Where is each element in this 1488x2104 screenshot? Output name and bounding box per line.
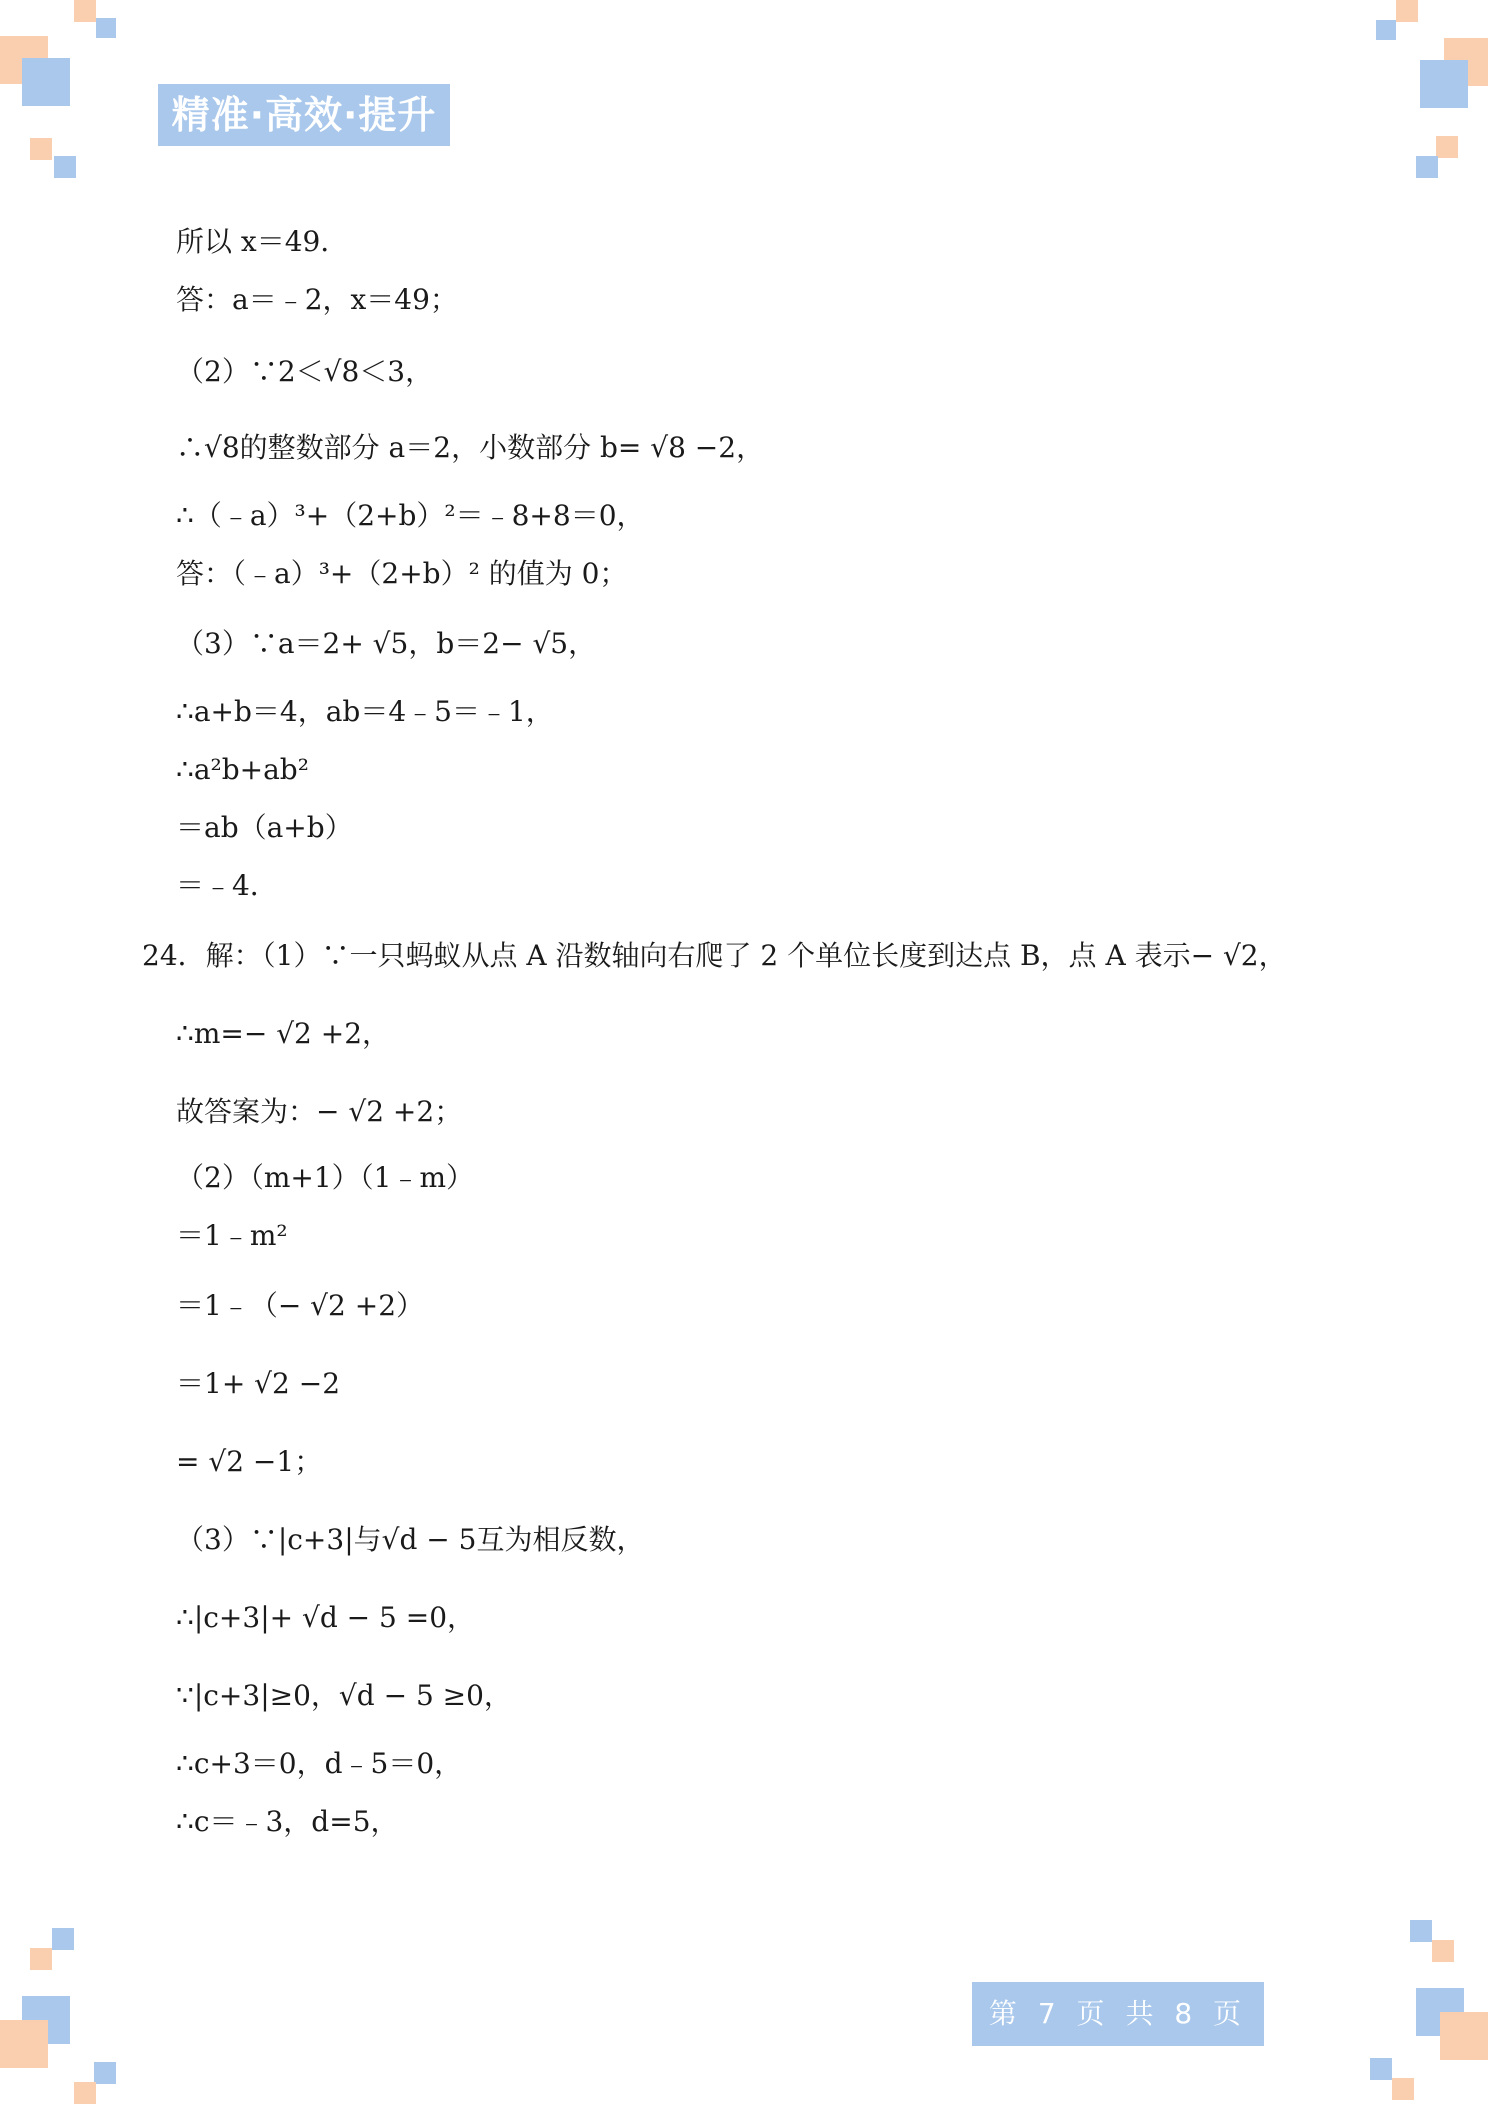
- decor-square: [94, 2062, 116, 2084]
- decor-square: [1396, 0, 1418, 22]
- text-line: （2）∵2＜√8＜3，: [176, 355, 434, 388]
- decor-square: [1370, 2058, 1392, 2080]
- text-line: 所以 x＝49．: [176, 225, 349, 258]
- text-line: （3）∵a＝2+ √5，b＝2− √5，: [176, 627, 597, 660]
- decor-square: [54, 156, 76, 178]
- text-line: 故答案为：− √2 +2；: [176, 1095, 463, 1128]
- text-line: ∴c+3＝0，d﹣5＝0，: [176, 1747, 463, 1780]
- text-line: 答：（﹣a）³+（2+b）² 的值为 0；: [176, 557, 628, 590]
- text-line: ＝1+ √2 −2: [176, 1367, 341, 1400]
- text-line: ＝﹣4．: [176, 869, 278, 902]
- text-line: = √2 −1；: [176, 1445, 323, 1478]
- text-line: （2）（m+1）（1﹣m）: [176, 1161, 475, 1194]
- text-line: ∴m=− √2 +2，: [176, 1017, 391, 1050]
- decor-square: [1416, 156, 1438, 178]
- decor-square: [1410, 1920, 1432, 1942]
- decor-square: [74, 2082, 96, 2104]
- decor-square: [74, 0, 96, 22]
- decor-square: [1432, 1940, 1454, 1962]
- brand-banner: 精准·高效·提升: [158, 84, 450, 146]
- decor-square: [22, 58, 70, 106]
- text-line: 答：a＝﹣2，x＝49；: [176, 283, 458, 316]
- text-line: ∴|c+3|+ √d − 5 =0，: [176, 1601, 476, 1634]
- text-line: ∴a+b＝4，ab＝4﹣5＝﹣1，: [176, 695, 554, 728]
- text-line: ∴（﹣a）³+（2+b）²＝﹣8+8＝0，: [176, 499, 645, 532]
- decor-square: [52, 1928, 74, 1950]
- decor-square: [1392, 2078, 1414, 2100]
- text-line: ＝1﹣m²: [176, 1219, 288, 1252]
- text-line: ∵|c+3|≥0，√d − 5 ≥0，: [176, 1679, 512, 1712]
- decor-square: [30, 1948, 52, 1970]
- page-number-badge: 第 7 页 共 8 页: [972, 1982, 1264, 2046]
- decor-square: [1440, 2012, 1488, 2060]
- decor-square: [96, 18, 116, 38]
- decor-square: [30, 138, 52, 160]
- text-line: （3）∵|c+3|与√d − 5互为相反数，: [176, 1523, 645, 1556]
- text-line: ＝ab（a+b）: [176, 811, 353, 844]
- decor-square: [1376, 20, 1396, 40]
- decor-square: [1436, 136, 1458, 158]
- text-line: ∴√8的整数部分 a＝2，小数部分 b= √8 −2，: [176, 431, 765, 464]
- text-line: ∴c＝﹣3，d=5，: [176, 1805, 399, 1838]
- text-line: ＝1﹣（− √2 +2）: [176, 1289, 425, 1322]
- text-line: 24．解：（1）∵一只蚂蚁从点 A 沿数轴向右爬了 2 个单位长度到达点 B，点 A 表示− √2，: [142, 939, 1287, 972]
- decor-square: [1420, 60, 1468, 108]
- text-line: ∴a²b+ab²: [176, 753, 309, 786]
- decor-square: [0, 2020, 48, 2068]
